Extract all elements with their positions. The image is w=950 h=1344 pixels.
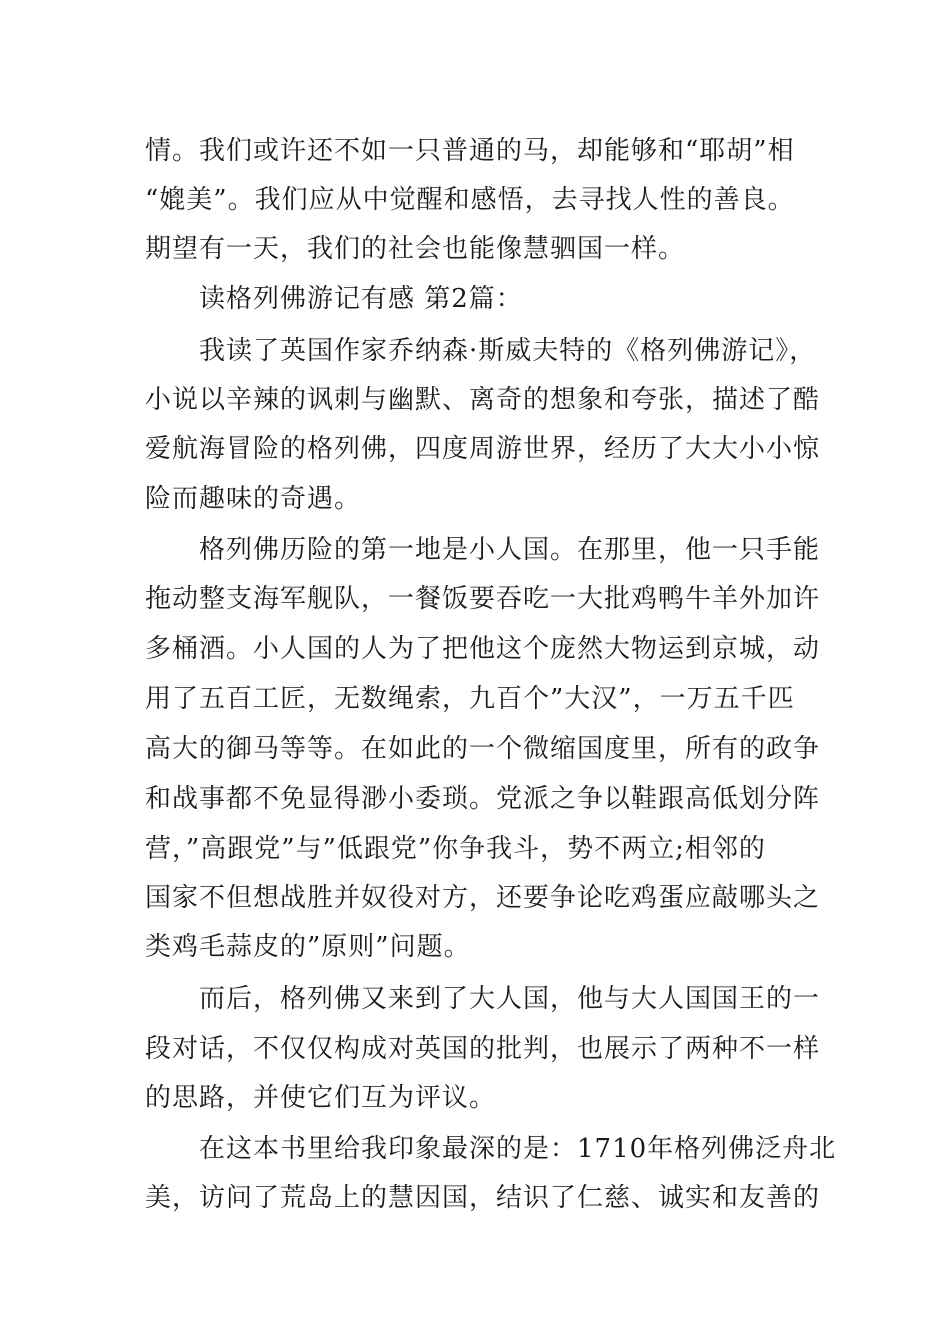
text-line: 险而趣味的奇遇。 [145, 484, 362, 514]
text-line: 的思路，并使它们互为评议。 [145, 1083, 497, 1113]
text-line: 营，”高跟党”与”低跟党”你争我斗，势不两立;相邻的 [145, 834, 766, 864]
section-heading: 读格列佛游记有感 第2篇： [199, 284, 523, 314]
text-line: 我读了英国作家乔纳森·斯威夫特的《格列佛游记》， [199, 336, 817, 366]
text-line: 爱航海冒险的格列佛，四度周游世界，经历了大大小小惊 [145, 434, 821, 464]
text-line: 情。我们或许还不如一只普通的马，却能够和“耶胡”相 [145, 136, 795, 166]
text-line: “媲美”。我们应从中觉醒和感悟，去寻找人性的善良。 [145, 185, 795, 215]
text-line: 小说以辛辣的讽刺与幽默、离奇的想象和夸张，描述了酷 [145, 385, 821, 415]
text-line: 高大的御马等等。在如此的一个微缩国度里，所有的政争 [145, 734, 821, 764]
text-line: 美，访问了荒岛上的慧因国，结识了仁慈、诚实和友善的 [145, 1183, 821, 1213]
text-line: 国家不但想战胜并奴役对方，还要争论吃鸡蛋应敲哪头之 [145, 883, 821, 913]
text-line: 多桶酒。小人国的人为了把他这个庞然大物运到京城，动 [145, 634, 821, 664]
text-line: 期望有一天，我们的社会也能像慧驷国一样。 [145, 234, 686, 264]
text-line: 而后，格列佛又来到了大人国，他与大人国国王的一 [199, 984, 821, 1014]
text-line: 段对话，不仅仅构成对英国的批判，也展示了两种不一样 [145, 1034, 821, 1064]
text-line: 和战事都不免显得渺小委琐。党派之争以鞋跟高低划分阵 [145, 784, 821, 814]
text-line: 用了五百工匠，无数绳索，九百个”大汉”，一万五千匹 [145, 684, 795, 714]
text-line: 在这本书里给我印象最深的是：1710年格列佛泛舟北 [199, 1134, 837, 1164]
text-line: 格列佛历险的第一地是小人国。在那里，他一只手能 [199, 535, 821, 565]
text-line: 拖动整支海军舰队，一餐饭要吞吃一大批鸡鸭牛羊外加许 [145, 584, 821, 614]
text-line: 类鸡毛蒜皮的”原则”问题。 [145, 932, 471, 962]
